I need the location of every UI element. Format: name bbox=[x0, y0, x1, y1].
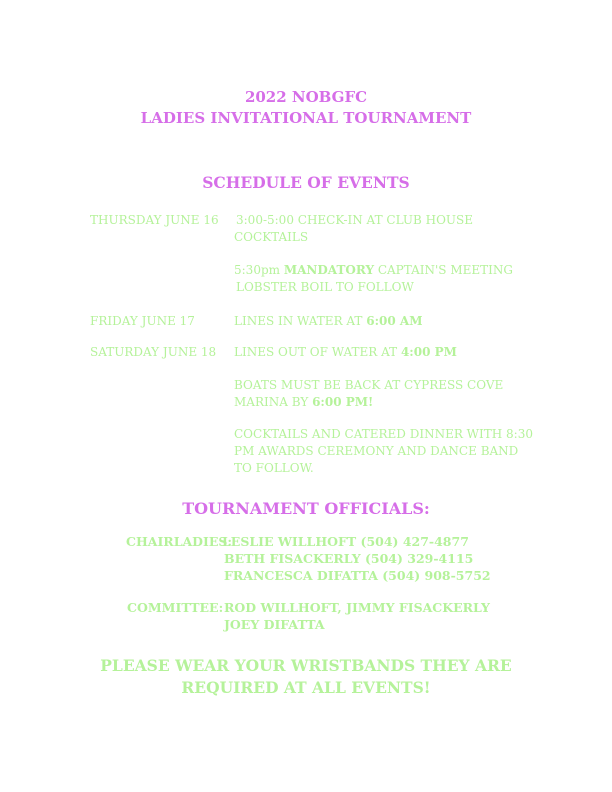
thursday-event-1-line-2: COCKTAILS bbox=[234, 230, 309, 244]
committee-line-1: ROD WILLHOFT, JIMMY FISACKERLY bbox=[224, 600, 490, 615]
chair-3: FRANCESCA DIFATTA (504) 908-5752 bbox=[224, 568, 491, 583]
saturday-event-2-time: 6:00 PM! bbox=[312, 395, 374, 409]
wristband-notice-line-1: PLEASE WEAR YOUR WRISTBANDS THEY ARE bbox=[100, 656, 512, 675]
saturday-event-2-line-1: BOATS MUST BE BACK AT CYPRESS COVE bbox=[234, 378, 504, 392]
thursday-event-2-line-1 bbox=[234, 263, 513, 277]
schedule-heading: SCHEDULE OF EVENTS bbox=[202, 173, 410, 192]
officials-heading: TOURNAMENT OFFICIALS: bbox=[182, 499, 430, 518]
title-line-2: LADIES INVITATIONAL TOURNAMENT bbox=[140, 109, 472, 127]
thursday-event-1-line-1: 3:00-5:00 CHECK-IN AT CLUB HOUSE bbox=[236, 213, 474, 227]
chair-1: LESLIE WILLHOFT (504) 427-4877 bbox=[222, 534, 469, 549]
saturday-event-3-line-3: TO FOLLOW. bbox=[234, 461, 314, 475]
saturday-event-1-text: LINES OUT OF WATER AT bbox=[234, 345, 401, 359]
thursday-event-2-mandatory: MANDATORY bbox=[283, 263, 375, 277]
saturday-event-3-line-1: COCKTAILS AND CATERED DINNER WITH 8:30 bbox=[234, 427, 533, 441]
friday-event bbox=[234, 314, 423, 328]
thursday-event-2-rest: CAPTAIN'S MEETING bbox=[374, 263, 513, 277]
chair-2: BETH FISACKERLY (504) 329-4115 bbox=[224, 551, 474, 566]
saturday-event-1-time: 4:00 PM bbox=[400, 345, 457, 359]
saturday-event-3-line-2: PM AWARDS CEREMONY AND DANCE BAND bbox=[234, 444, 519, 458]
chairladies-label: CHAIRLADIES: bbox=[126, 534, 233, 549]
committee-label: COMMITTEE: bbox=[127, 600, 224, 615]
saturday-event-2-line-2 bbox=[234, 395, 373, 409]
friday-event-text: LINES IN WATER AT bbox=[234, 314, 367, 328]
title-line-1: 2022 NOBGFC bbox=[244, 88, 368, 106]
thursday-event-2-line-2: LOBSTER BOIL TO FOLLOW bbox=[236, 280, 414, 294]
friday-event-time: 6:00 AM bbox=[366, 314, 423, 328]
wristband-notice-line-2: REQUIRED AT ALL EVENTS! bbox=[181, 678, 431, 697]
thursday-day: THURSDAY JUNE 16 bbox=[90, 213, 219, 227]
saturday-event-1 bbox=[234, 345, 457, 359]
saturday-day: SATURDAY JUNE 18 bbox=[90, 345, 217, 359]
saturday-event-2-text: MARINA BY bbox=[234, 395, 313, 409]
thursday-event-2-time: 5:30pm bbox=[234, 263, 284, 277]
committee-line-2: JOEY DIFATTA bbox=[224, 617, 325, 632]
friday-day: FRIDAY JUNE 17 bbox=[90, 314, 195, 328]
